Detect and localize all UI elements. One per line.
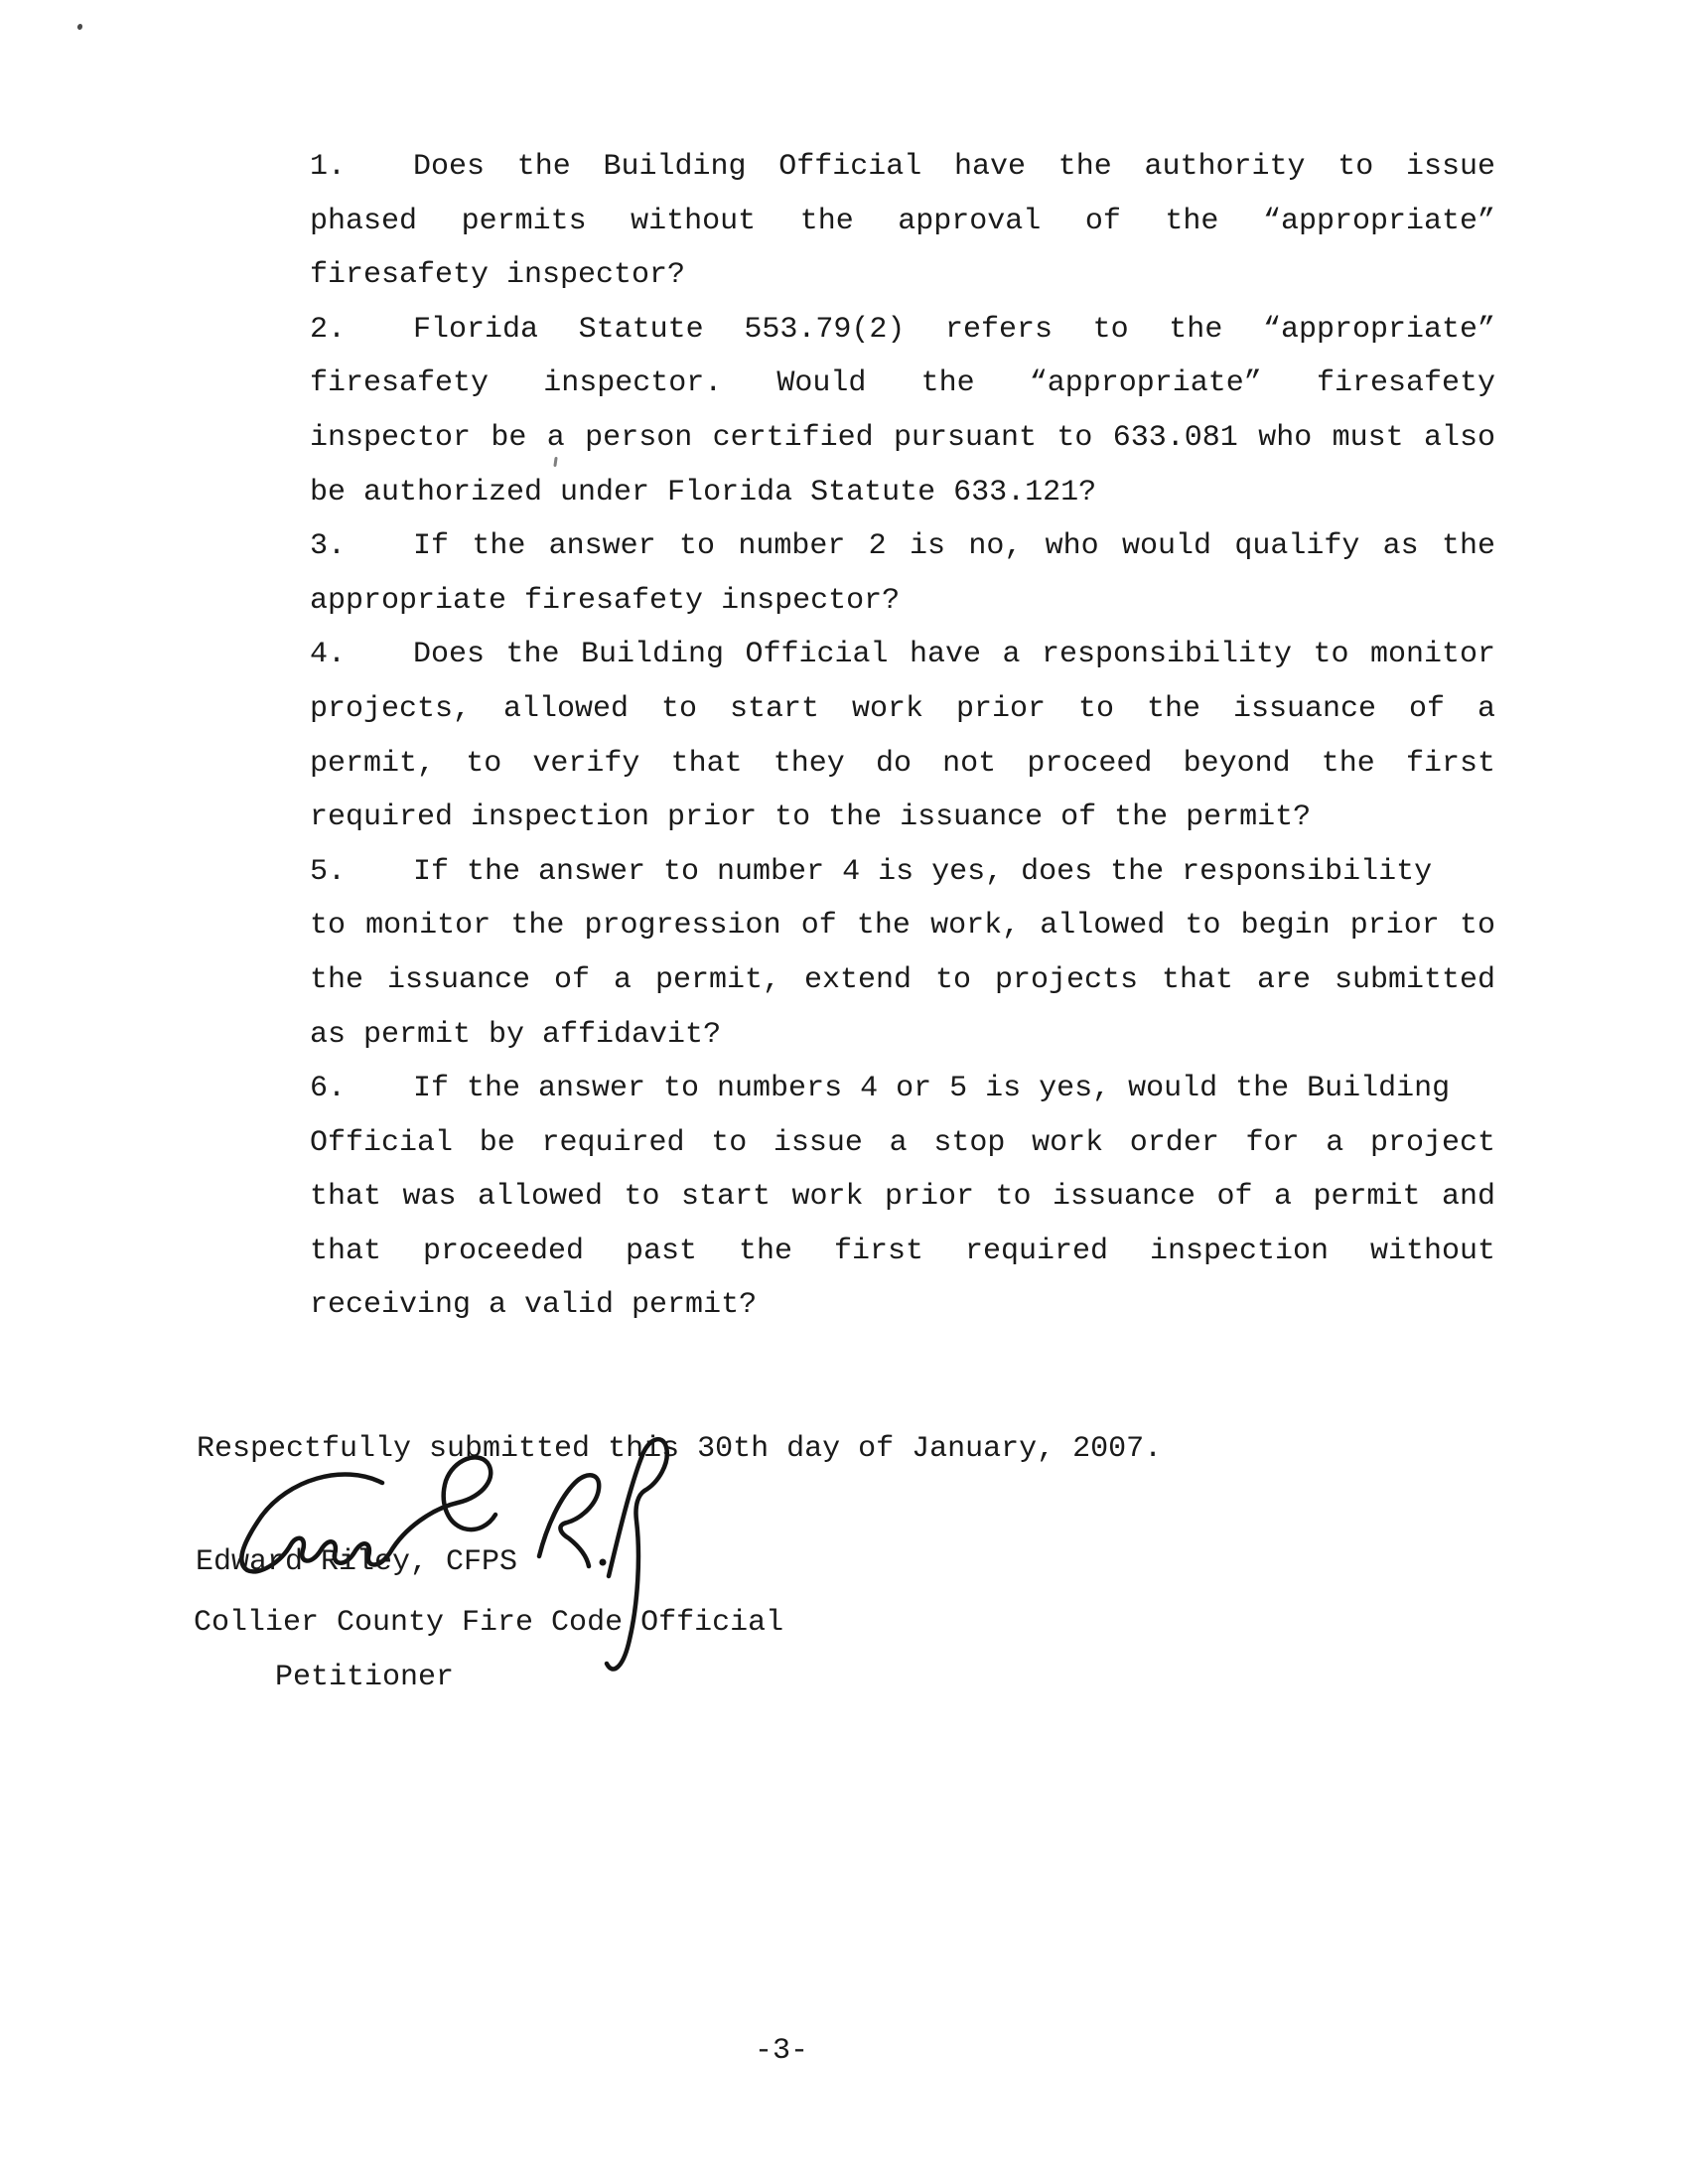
question-number: 2. [310, 312, 347, 347]
question-line: firesafety inspector. Would the “appropriate” firesafety [310, 366, 1495, 401]
question-number: 1. [310, 150, 347, 184]
question-text: Florida Statute 553.79(2) refers to the “appropriate” [413, 312, 1495, 347]
signatory-name: Edward Riley, CFPS [196, 1545, 518, 1579]
question-line: projects, allowed to start work prior to the issuance of a [310, 691, 1495, 726]
question-number: 4. [310, 638, 347, 672]
question-line [310, 303, 1495, 358]
question-line: inspector be a person certified pursuant to 633.081 who must also [310, 420, 1495, 455]
question-list [310, 140, 1495, 1333]
question-line [310, 845, 1495, 900]
question-line: receiving a valid permit? [310, 1288, 758, 1323]
question-line [310, 628, 1495, 682]
question-text: Does the Building Official have a responsibility to monitor [413, 638, 1495, 672]
scan-speck [76, 23, 83, 30]
signatory-title: Collier County Fire Code Official [194, 1606, 784, 1640]
question-line: required inspection prior to the issuance of the permit? [310, 801, 1312, 835]
question-line: appropriate firesafety inspector? [310, 583, 901, 618]
question-text: If the answer to number 4 is yes, does the responsibility [413, 854, 1433, 889]
question-line: Official be required to issue a stop work order for a project [310, 1125, 1495, 1160]
question-line: the issuance of a permit, extend to projects that are submitted [310, 962, 1495, 997]
question-line: firesafety inspector? [310, 258, 686, 293]
question-text: Does the Building Official have the authority to issue [413, 150, 1495, 184]
question-number: 5. [310, 854, 347, 889]
question-line: be authorized under Florida Statute 633.121? [310, 475, 1097, 510]
question-line [310, 140, 1495, 195]
page-number: -3- [755, 2034, 809, 2068]
question-number: 3. [310, 529, 347, 564]
question-line: permit, to verify that they do not proceed beyond the first [310, 746, 1495, 781]
question-text: If the answer to number 2 is no, who would qualify as the [413, 529, 1495, 564]
question-line [310, 519, 1495, 574]
question-line: phased permits without the approval of the “appropriate” [310, 204, 1495, 238]
question-text: If the answer to numbers 4 or 5 is yes, would the Building [413, 1072, 1451, 1106]
closing-statement: Respectfully submitted this 30th day of January, 2007. [197, 1432, 1163, 1466]
question-line: to monitor the progression of the work, allowed to begin prior to [310, 909, 1495, 944]
question-line: that was allowed to start work prior to issuance of a permit and [310, 1180, 1495, 1215]
petitioner-label: Petitioner [275, 1661, 455, 1694]
question-line: as permit by affidavit? [310, 1017, 722, 1052]
question-line: that proceeded past the first required inspection without [310, 1234, 1495, 1268]
question-line [310, 1062, 1495, 1116]
question-number: 6. [310, 1072, 347, 1106]
